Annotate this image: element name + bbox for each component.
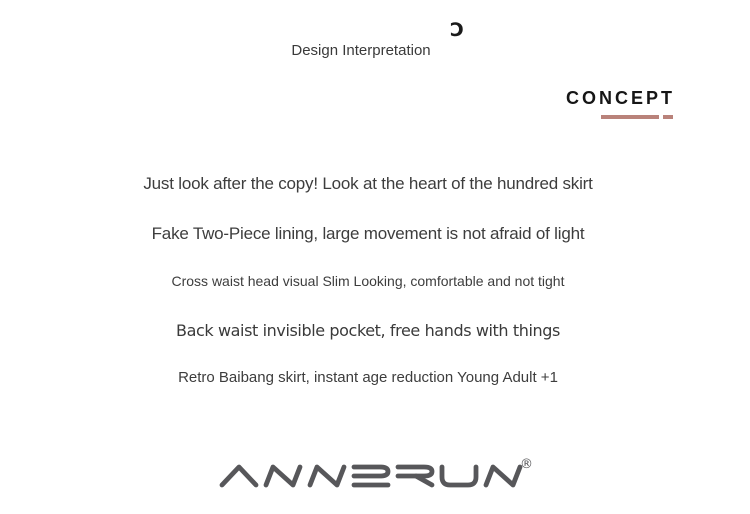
underline-bar-long: [601, 115, 659, 119]
logo-letter-n2: [310, 467, 344, 485]
section-subtitle: Design Interpretation: [291, 42, 431, 59]
annerun-logo-graphic: [214, 447, 544, 497]
logo-letter-u: [442, 467, 476, 485]
concept-heading: CONCEPT: [565, 88, 675, 108]
concept-underline: [601, 115, 673, 119]
feature-line-3: Cross waist head visual Slim Looking, comfortable and not tight: [171, 273, 565, 289]
logo-letter-n1: [266, 467, 300, 485]
logo-letter-e: [354, 467, 388, 476]
feature-line-4: Back waist invisible pocket, free hands with things: [176, 321, 560, 340]
logo-letter-a: [222, 467, 256, 485]
cropped-decor-glyph: Ɔ: [450, 19, 464, 41]
feature-line-5: Retro Baibang skirt, instant age reduction Young Adult +1: [178, 369, 558, 386]
registered-mark: ®: [520, 457, 533, 472]
logo-letter-n3: [486, 467, 520, 485]
feature-line-1: Just look after the copy! Look at the heart of the hundred skirt: [143, 174, 593, 193]
brand-logo: [214, 447, 544, 497]
underline-bar-short: [663, 115, 673, 119]
feature-line-2: Fake Two-Piece lining, large movement is not afraid of light: [151, 224, 585, 243]
logo-letterforms: [222, 467, 520, 485]
